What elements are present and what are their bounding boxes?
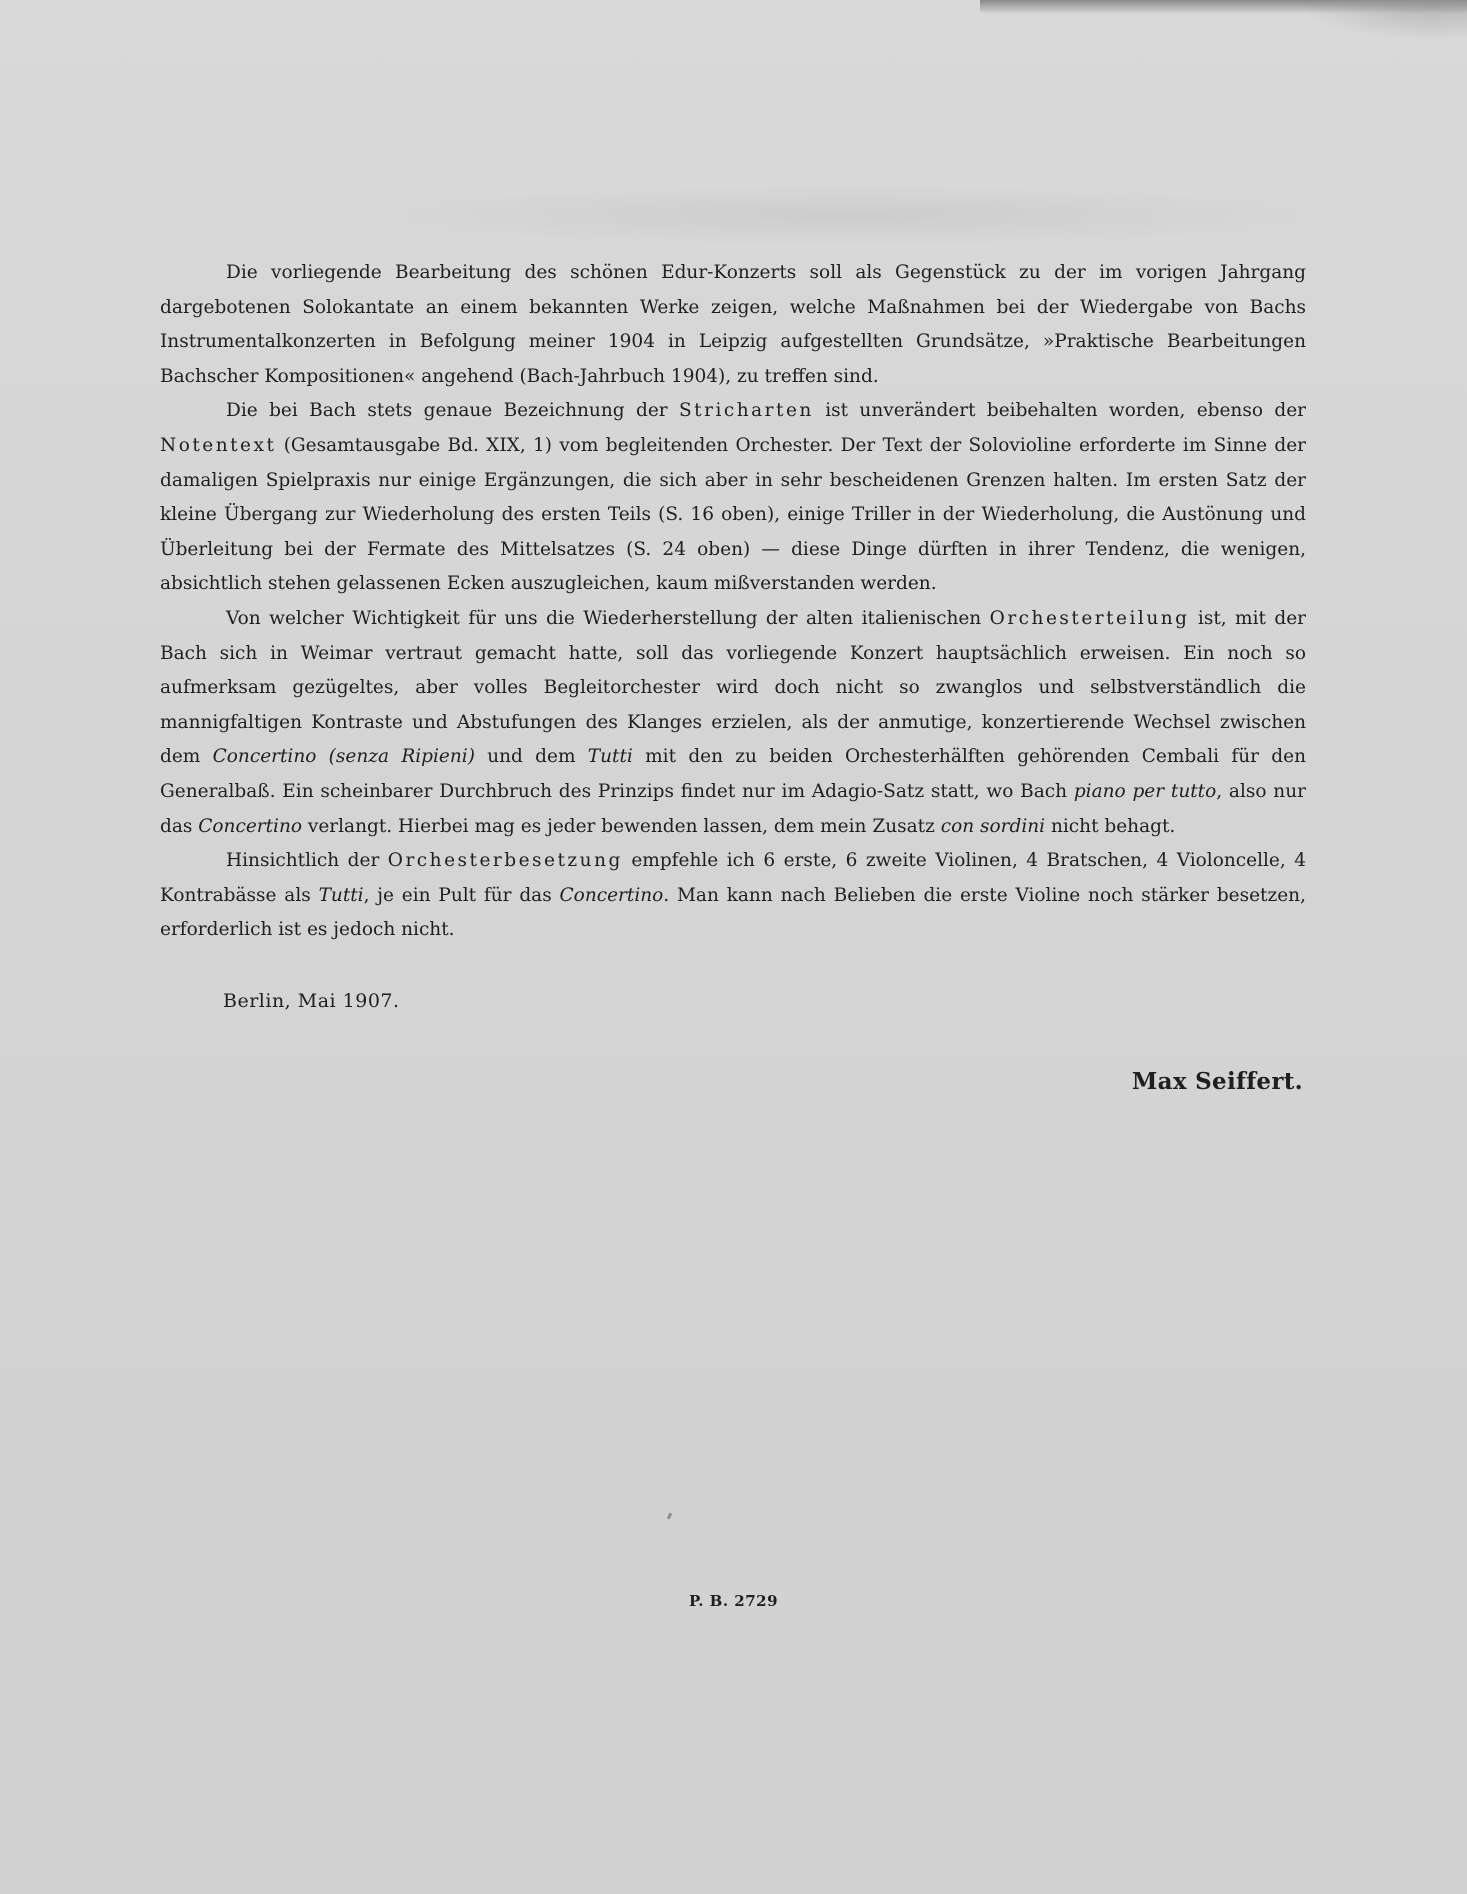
text-run: ist unverändert beibehalten worden, ebenso der <box>813 400 1306 422</box>
text-run: Hinsichtlich der <box>226 850 388 872</box>
spaced-term: Orchesterbesetzung <box>387 850 623 872</box>
spaced-term: Orchesterteilung <box>989 607 1190 629</box>
italic-term: Concertino <box>198 815 303 837</box>
italic-term: piano per tutto <box>1073 780 1217 802</box>
text-run: empfehle ich 6 erste, 6 zweite Violinen, 4 Bratschen, 4 Violoncelle, 4 Kontrabässe als <box>160 850 1306 906</box>
preface-text <box>160 256 1306 948</box>
paragraph <box>160 844 1306 948</box>
paragraph <box>160 256 1306 394</box>
text-run: Von welcher Wichtigkeit für uns die Wiederherstellung der alten italienischen <box>226 607 990 629</box>
text-run: . Man kann nach Belieben die erste Violine noch stärker besetzen, erforderlich ist es jedoch nicht. <box>160 884 1306 941</box>
text-run: Die bei Bach stets genaue Bezeichnung der <box>226 400 679 422</box>
paragraph <box>160 394 1306 602</box>
italic-term: Tutti <box>318 884 364 906</box>
text-run: (Gesamtausgabe Bd. XIX, 1) vom begleitenden Orchester. Der Text der Solovioline erforderte im Sinne der damaligen Spielpraxis nur einige Ergänzungen, die sich aber in sehr bescheidenen Grenzen halten. Im ersten Satz der kleine Übergang zur Wiederholung des ersten Teils (S. 16 oben), einige Triller in der Wiederholung, die Austönung und Überleitung bei der Fermate des Mittelsatzes (S. 24 oben) — diese Dinge dürften in ihrer Tendenz, die wenigen, absichtlich stehen gelassenen Ecken auszugleichen, kaum mißverstanden werden. <box>160 434 1306 595</box>
text-run: und dem <box>474 746 588 768</box>
text-run: nicht behagt. <box>1045 815 1176 837</box>
text-run: ist, mit der Bach sich in Weimar vertraut gemacht hatte, soll das vorliegende Konzert hauptsächlich erweisen. Ein noch so aufmerksam gezügeltes, aber volles Begleitorchester wird doch nicht so zwanglos und selbstverständlich die mannigfaltigen Kontraste und Abstufungen des Klanges erzielen, als der anmutige, konzertierende Wechsel zwischen dem <box>160 607 1306 768</box>
paragraph <box>160 602 1306 844</box>
italic-term: con sordini <box>940 815 1046 837</box>
show-through-bleed <box>360 185 1340 245</box>
text-run: , also nur das <box>160 780 1306 837</box>
corner-smudge <box>1297 0 1467 40</box>
spaced-term: Stricharten <box>679 400 814 422</box>
italic-term: Tutti <box>587 746 633 768</box>
text-run: Die vorliegende Bearbeitung des schönen Edur-Konzerts soll als Gegenstück zu der im vorigen Jahrgang dargebotenen Solokantate an einem bekannten Werke zeigen, welche Maßnahmen bei der Wiedergabe von Bachs Instrumentalkonzerten in Befolgung meiner 1904 in Leipzig aufgestellten Grundsätze, »Praktische Bearbeitungen Bachscher Kompositionen« angehend (Bach-Jahrbuch 1904), zu treffen sind. <box>160 262 1306 387</box>
dateline: Berlin, Mai 1907. <box>223 990 400 1012</box>
text-run: mit den zu beiden Orchesterhälften gehörenden Cembali für den Generalbaß. Ein scheinbarer Durchbruch des Prinzips findet nur im Adagio-Satz statt, wo Bach <box>160 746 1306 802</box>
dust-speck <box>667 1513 672 1520</box>
text-run: verlangt. Hierbei mag es jeder bewenden lassen, dem mein Zusatz <box>302 815 941 837</box>
text-run: , je ein Pult für das <box>363 884 560 906</box>
plate-number: P. B. 2729 <box>688 1592 779 1610</box>
spaced-term: Notentext <box>160 434 277 456</box>
signature: Max Seiffert. <box>1131 1068 1303 1095</box>
italic-term: Concertino <box>559 884 664 906</box>
italic-term: Concertino (senza Ripieni) <box>212 746 475 768</box>
